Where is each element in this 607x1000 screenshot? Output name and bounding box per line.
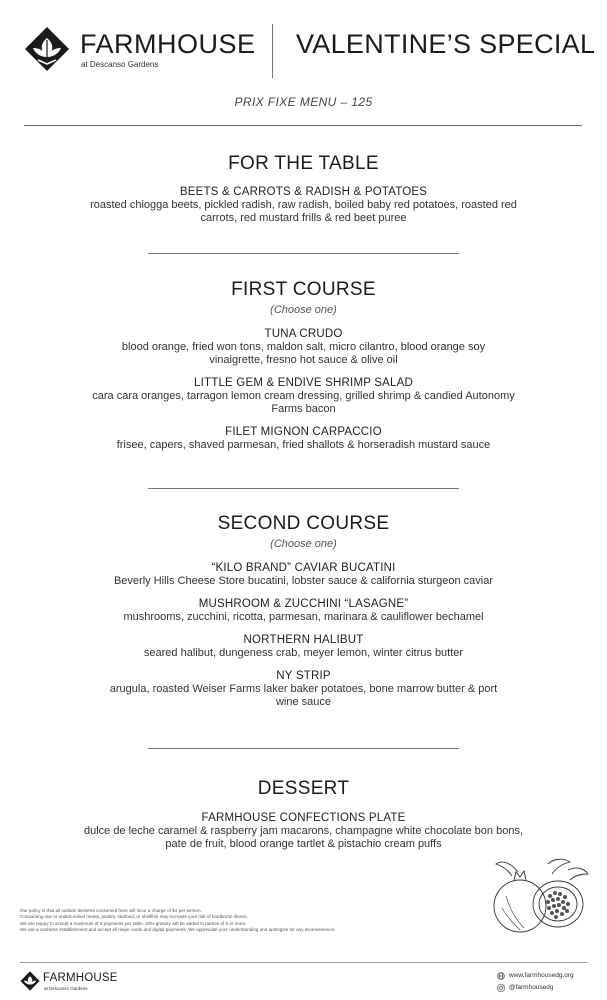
dish-item [0, 327, 607, 367]
dish-description: cara cara oranges, tarragon lemon cream dressing, grilled shrimp & candied Autonomy Farms bacon [92, 390, 515, 415]
website-link[interactable]: www.farmhousedg.org [509, 972, 574, 979]
dish-description: arugula, roasted Weiser Farms laker baker potatoes, bone marrow butter & port wine sauce [109, 683, 498, 708]
dish-name: BEETS & CARROTS & RADISH & POTATOES [179, 186, 428, 198]
footer-contact [497, 970, 574, 994]
header-divider [272, 24, 273, 78]
brand-subtitle: at Descanso Gardens [81, 60, 159, 69]
dish-name: NORTHERN HALIBUT [243, 634, 364, 646]
dish-item [0, 811, 607, 851]
special-title: VALENTINE’S SPECIAL [296, 29, 596, 59]
globe-icon [497, 972, 505, 980]
fine-print-line: We are happy to accept a maximum of 3 payments per table. 20% gratuity will be added to parties of 6 or more. [20, 920, 247, 926]
top-divider [24, 125, 582, 126]
dish-description: blood orange, fried won tons, maldon salt, micro cilantro, blood orange soy vinaigrette, fresno hot sauce & olive oil [121, 341, 486, 366]
dish-description: dulce de leche caramel & raspberry jam macarons, champagne white chocolate bon bons, pate de fruit, blood orange tartlet & pistachio cream puffs [83, 825, 524, 850]
fine-print-line: Our policy is that all outside desserts consumed here will incur a charge of $4 per person. [20, 908, 202, 913]
dish-description: roasted chiogga beets, pickled radish, raw radish, boiled baby red potatoes, roasted red carrots, red mustard frills & red beet puree [90, 199, 517, 224]
footer-brand-name: FARMHOUSE [43, 972, 118, 984]
dish-item [0, 633, 607, 660]
diamond-leaf-logo-icon [20, 971, 40, 991]
instagram-icon [497, 984, 505, 992]
section-title: FIRST COURSE [231, 279, 376, 300]
section-first-course [0, 279, 607, 452]
dish-item [0, 185, 607, 225]
dish-name: “KILO BRAND” CAVIAR BUCATINI [211, 562, 396, 574]
website-row[interactable] [497, 970, 574, 982]
menu-header [0, 0, 607, 90]
dish-name: FILET MIGNON CARPACCIO [225, 426, 382, 438]
footer-divider [20, 962, 587, 963]
fine-print-line: Consuming raw or undercooked meats, poultry, seafood, or shellfish may increase your risk of foodborne illness. [20, 914, 248, 920]
dish-name: TUNA CRUDO [264, 328, 343, 340]
prix-fixe-label: PRIX FIXE MENU – 125 [234, 95, 373, 109]
dish-description: mushrooms, zucchini, ricotta, parmesan, marinara & cauliflower bechamel [123, 611, 484, 623]
choose-one-note: (Choose one) [270, 304, 337, 316]
pomegranate-illustration [488, 858, 592, 940]
diamond-leaf-logo-icon [24, 26, 70, 72]
section-divider [148, 748, 459, 749]
dish-item [0, 669, 607, 709]
section-title: DESSERT [257, 778, 350, 799]
fine-print [20, 908, 470, 933]
choose-one-note: (Choose one) [270, 538, 337, 550]
section-dessert [0, 778, 607, 851]
dish-item [0, 376, 607, 416]
brand-name: FARMHOUSE [80, 29, 256, 59]
dish-item [0, 561, 607, 588]
dish-name: MUSHROOM & ZUCCHINI “LASAGNE” [198, 598, 409, 610]
section-title: FOR THE TABLE [228, 153, 379, 174]
dish-name: NY STRIP [276, 670, 331, 682]
section-for-the-table [0, 153, 607, 225]
dish-name: FARMHOUSE CONFECTIONS PLATE [201, 812, 406, 824]
instagram-handle[interactable]: @farmhousedg [509, 984, 554, 991]
section-second-course [0, 513, 607, 709]
fine-print-line: We are a cashless establishment and accept all major cards and digital payments. We appreciate your understanding and apologize for any inconvenience. [20, 926, 336, 932]
dish-item [0, 597, 607, 624]
dish-name: LITTLE GEM & ENDIVE SHRIMP SALAD [194, 377, 413, 389]
dish-description: frisee, capers, shaved parmesan, fried shallots & horseradish mustard sauce [116, 439, 491, 451]
instagram-row[interactable] [497, 982, 574, 994]
footer-brand-subtitle: at Descanso Gardens [44, 986, 88, 991]
section-title: SECOND COURSE [217, 513, 390, 534]
dish-description: Beverly Hills Cheese Store bucatini, lobster sauce & california sturgeon caviar [113, 575, 494, 587]
section-divider [148, 253, 459, 254]
section-divider [148, 488, 459, 489]
dish-description: seared halibut, dungeness crab, meyer lemon, winter citrus butter [143, 647, 464, 659]
dish-item [0, 425, 607, 452]
